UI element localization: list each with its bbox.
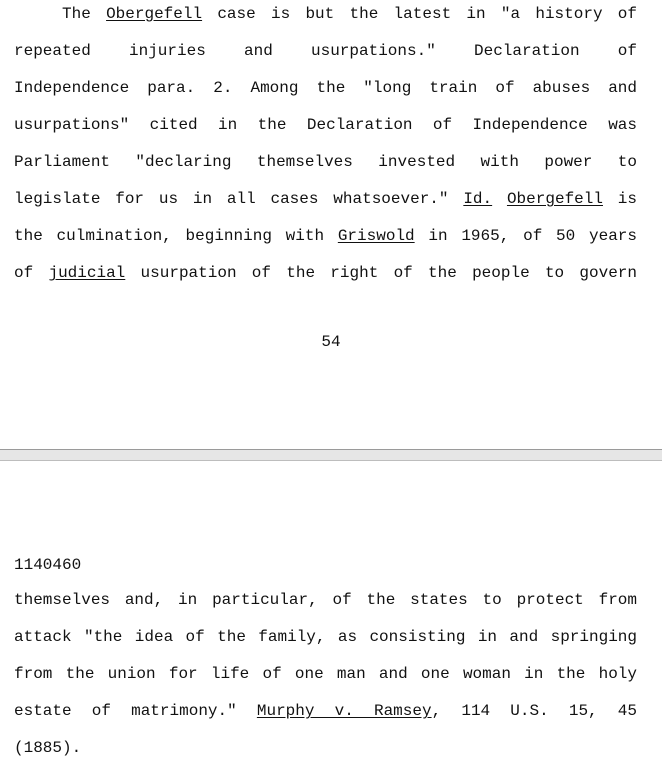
text-line: (1885). — [14, 739, 82, 757]
text-line: Parliament "declaring themselves invested with power to — [14, 153, 637, 171]
text-line: usurpations" cited in the Declaration of Independence was — [14, 116, 637, 134]
text-line: attack "the idea of the family, as consisting in and springing — [14, 628, 637, 646]
text-line: repeated injuries and usurpations." Declaration of — [14, 42, 637, 60]
text-line: the culmination, beginning with Griswold in 1965, of 50 years — [14, 227, 637, 245]
text-line: legislate for us in all cases whatsoever." Id. Obergefell is — [14, 190, 637, 208]
document-id: 1140460 — [14, 556, 82, 574]
emphasis-judicial: judicial — [48, 264, 126, 282]
text-line: of judicial usurpation of the right of the people to govern — [14, 264, 638, 282]
text-line: Independence para. 2. Among the "long train of abuses and — [14, 79, 637, 97]
text-line: themselves and, in particular, of the states to protect from — [14, 591, 637, 609]
case-name-obergefell: Obergefell — [106, 5, 203, 23]
citation-id: Id. — [463, 190, 493, 208]
page-separator — [0, 449, 662, 461]
case-name-obergefell: Obergefell — [506, 190, 603, 208]
text-line: estate of matrimony." Murphy v. Ramsey, 114 U.S. 15, 45 — [14, 702, 638, 720]
text-line: The Obergefell case is but the latest in "a history of — [62, 5, 638, 23]
text-line: from the union for life of one man and one woman in the holy — [14, 665, 637, 683]
case-name-murphy-v-ramsey: Murphy v. Ramsey — [256, 702, 432, 720]
page-number: 54 — [321, 333, 341, 351]
case-name-griswold: Griswold — [337, 227, 415, 245]
